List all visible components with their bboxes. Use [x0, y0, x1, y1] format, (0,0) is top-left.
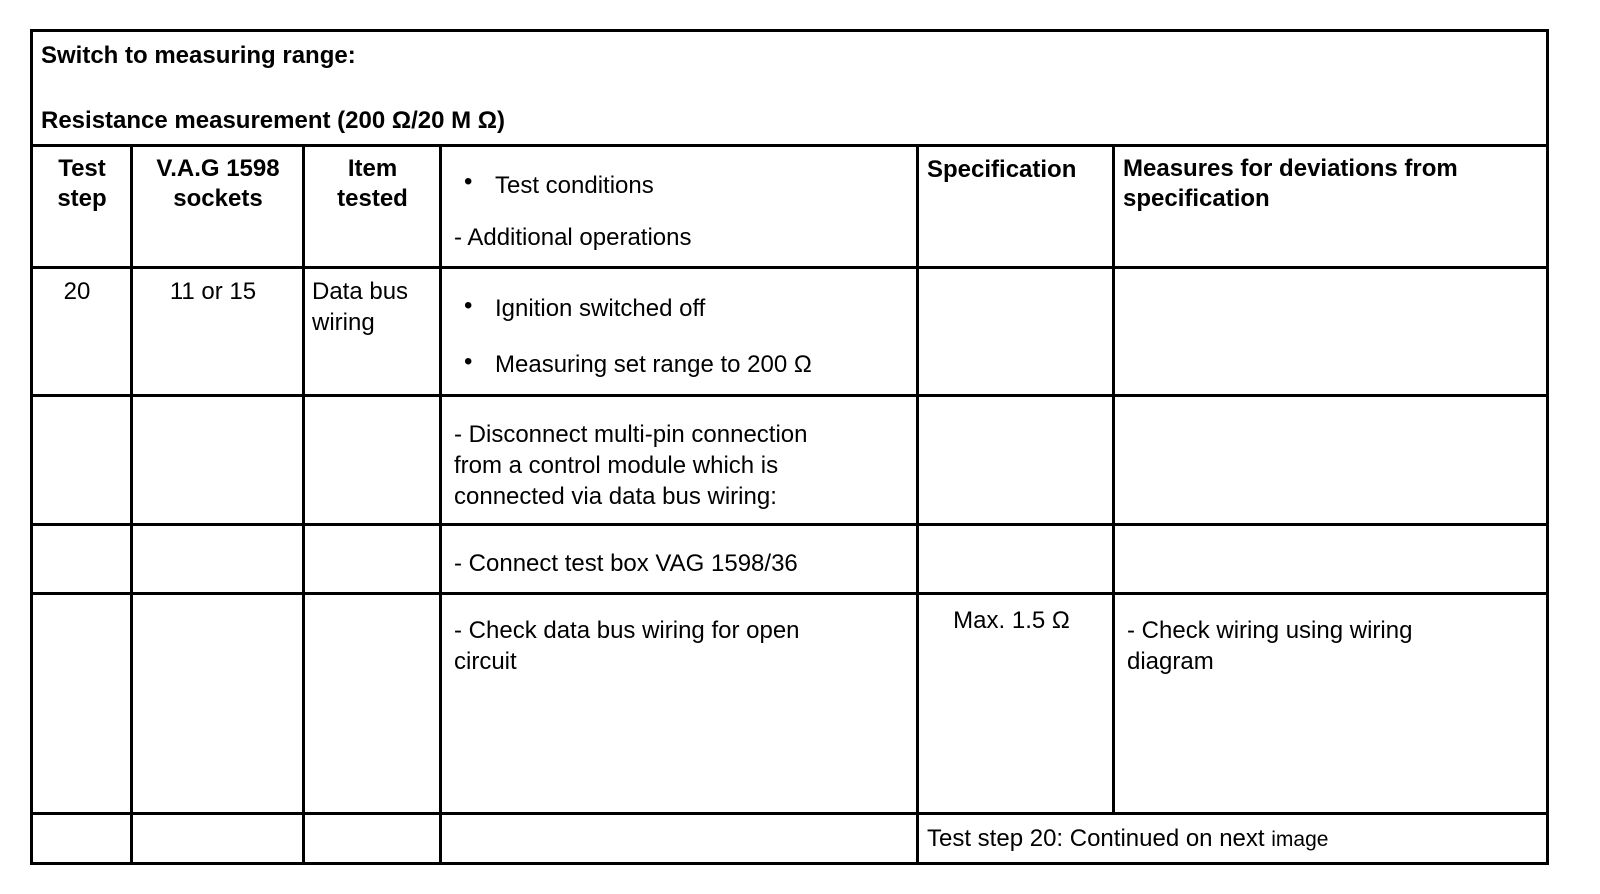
- col-divider: [916, 144, 919, 864]
- sockets-value: 11 or 15: [169, 278, 257, 305]
- operation-line: from a control module which is: [454, 452, 779, 479]
- header-line: step: [57, 185, 107, 212]
- condition-measuring-range: Measuring set range to 200 Ω: [495, 351, 812, 378]
- operation-line: - Disconnect multi-pin connection: [454, 421, 808, 448]
- measures-value: [1127, 615, 1412, 677]
- measures-line: - Check wiring using wiring: [1127, 617, 1413, 644]
- header-line: Item: [347, 155, 398, 182]
- header-measures: [1123, 154, 1458, 214]
- header-additional-operations: - Additional operations: [454, 224, 692, 251]
- col-divider: [130, 144, 133, 864]
- measures-line: diagram: [1127, 648, 1214, 675]
- header-specification: Specification: [927, 156, 1077, 183]
- row-divider: [30, 394, 1549, 397]
- operation-check-open-circuit: [454, 615, 800, 677]
- header-line: sockets: [173, 185, 263, 212]
- bullet-icon: •: [464, 348, 473, 375]
- header-test-step: [32, 154, 132, 214]
- row-divider: [30, 523, 1549, 526]
- continued-note-suffix: image: [1271, 828, 1329, 851]
- resistance-measurement-heading: Resistance measurement (200 Ω/20 M Ω): [41, 107, 506, 134]
- specification-value: Max. 1.5 Ω: [953, 607, 1070, 634]
- item-tested-value: [312, 276, 408, 338]
- table-border-right: [1546, 29, 1549, 865]
- header-line: Test: [58, 155, 106, 182]
- header-item-tested: [305, 154, 440, 214]
- operation-line: circuit: [454, 648, 517, 675]
- operation-disconnect: [454, 419, 808, 512]
- header-line: specification: [1123, 185, 1270, 212]
- header-line: Measures for deviations from: [1123, 155, 1458, 182]
- continued-note: [927, 823, 1328, 855]
- header-sockets: [133, 154, 303, 214]
- header-test-conditions: Test conditions: [495, 172, 654, 199]
- continued-note-text: Test step 20: Continued on next: [927, 825, 1265, 852]
- test-step-value: 20: [63, 278, 91, 305]
- bullet-icon: •: [464, 292, 473, 319]
- row-divider: [30, 144, 1549, 147]
- col-divider: [302, 144, 305, 864]
- table-border-bottom: [30, 862, 1549, 865]
- item-line: wiring: [312, 309, 375, 336]
- header-line: tested: [337, 185, 408, 212]
- row-divider: [30, 266, 1549, 269]
- measuring-range-heading: Switch to measuring range:: [41, 42, 356, 69]
- header-line: V.A.G 1598: [156, 155, 280, 182]
- row-divider: [30, 592, 1549, 595]
- table-border-top: [30, 29, 1549, 32]
- bullet-icon: •: [464, 168, 473, 195]
- item-line: Data bus: [312, 278, 409, 305]
- operation-line: - Check data bus wiring for open: [454, 617, 800, 644]
- operation-line: connected via data bus wiring:: [454, 483, 777, 510]
- row-divider: [30, 812, 1549, 815]
- col-divider: [439, 144, 442, 864]
- operation-connect-test-box: - Connect test box VAG 1598/36: [454, 550, 798, 577]
- col-divider: [1112, 144, 1115, 814]
- condition-ignition: Ignition switched off: [495, 295, 706, 322]
